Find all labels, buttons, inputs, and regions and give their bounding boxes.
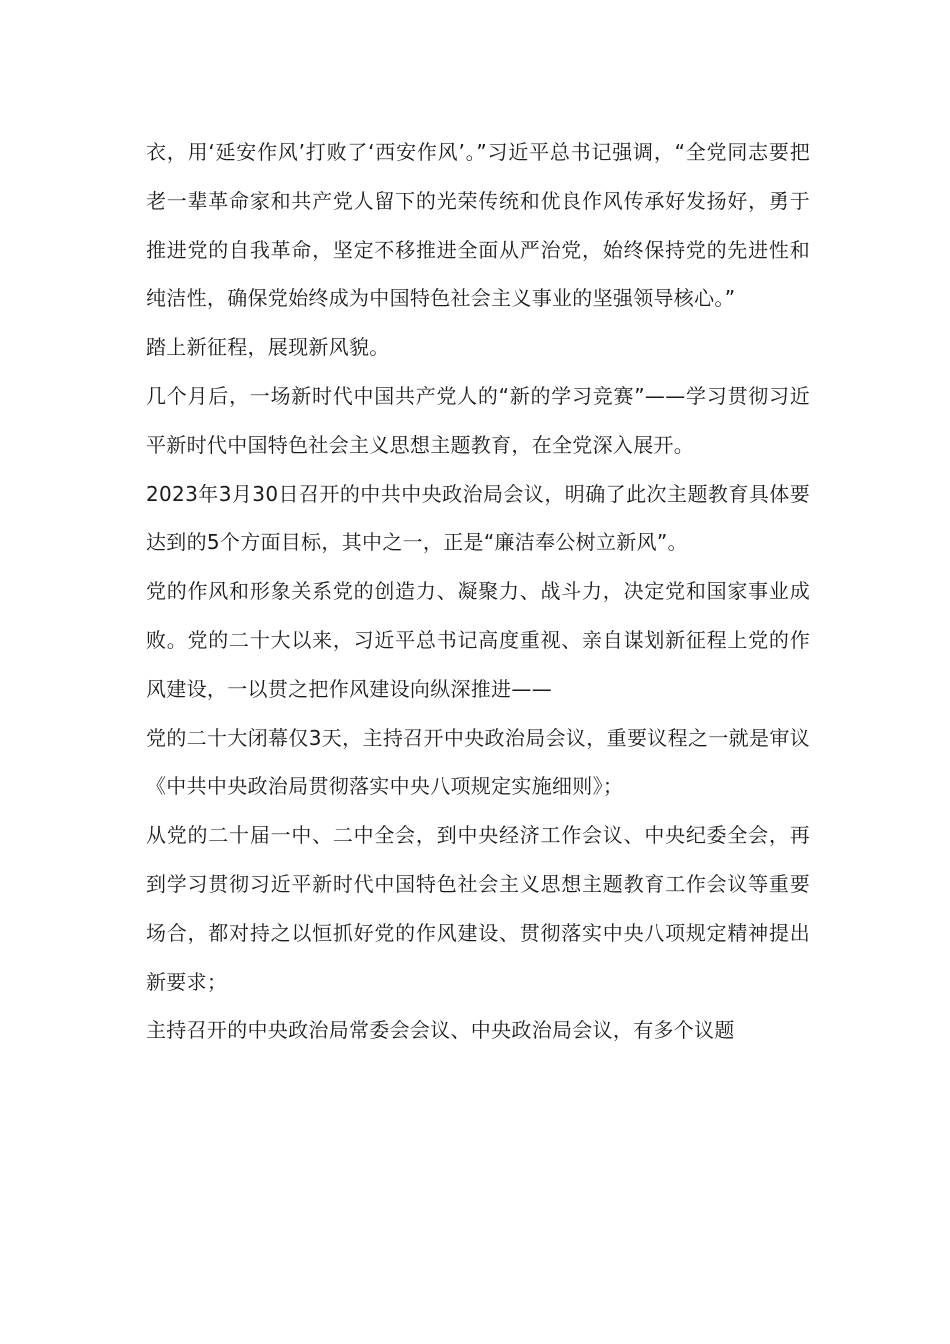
paragraph: 几个月后，一场新时代中国共产党人的“新的学习竞赛”——学习贯彻习近平新时代中国特色社会主义思想主题教育，在全党深入展开。	[146, 383, 810, 457]
paragraph: 踏上新征程，展现新风貌。	[146, 335, 390, 360]
document-body	[146, 128, 810, 1055]
paragraph: 2023年3月30日召开的中共中央政治局会议，明确了此次主题教育具体要达到的5个方面目标，其中之一，正是“廉洁奉公树立新风”。	[146, 481, 810, 555]
paragraph: 衣，用‘延安作风’打败了‘西安作风’。”习近平总书记强调，“全党同志要把老一辈革命家和共产党人留下的光荣传统和优良作风传承好发扬好，勇于推进党的自我革命，坚定不移推进全面从严治党，始终保持党的先进性和纯洁性，确保党始终成为中国特色社会主义事业的坚强领导核心。”	[146, 140, 810, 311]
paragraph: 从党的二十届一中、二中全会，到中央经济工作会议、中央纪委全会，再到学习贯彻习近平新时代中国特色社会主义思想主题教育工作会议等重要场合，都对持之以恒抓好党的作风建设、贯彻落实中央八项规定精神提出新要求；	[146, 823, 810, 994]
paragraph: 党的二十大闭幕仅3天，主持召开中央政治局会议，重要议程之一就是审议《中共中央政治局贯彻落实中央八项规定实施细则》；	[146, 725, 810, 799]
paragraph: 党的作风和形象关系党的创造力、凝聚力、战斗力，决定党和国家事业成败。党的二十大以来，习近平总书记高度重视、亲自谋划新征程上党的作风建设，一以贯之把作风建设向纵深推进——	[146, 579, 810, 701]
paragraph: 主持召开的中央政治局常委会会议、中央政治局会议，有多个议题	[146, 1018, 735, 1043]
